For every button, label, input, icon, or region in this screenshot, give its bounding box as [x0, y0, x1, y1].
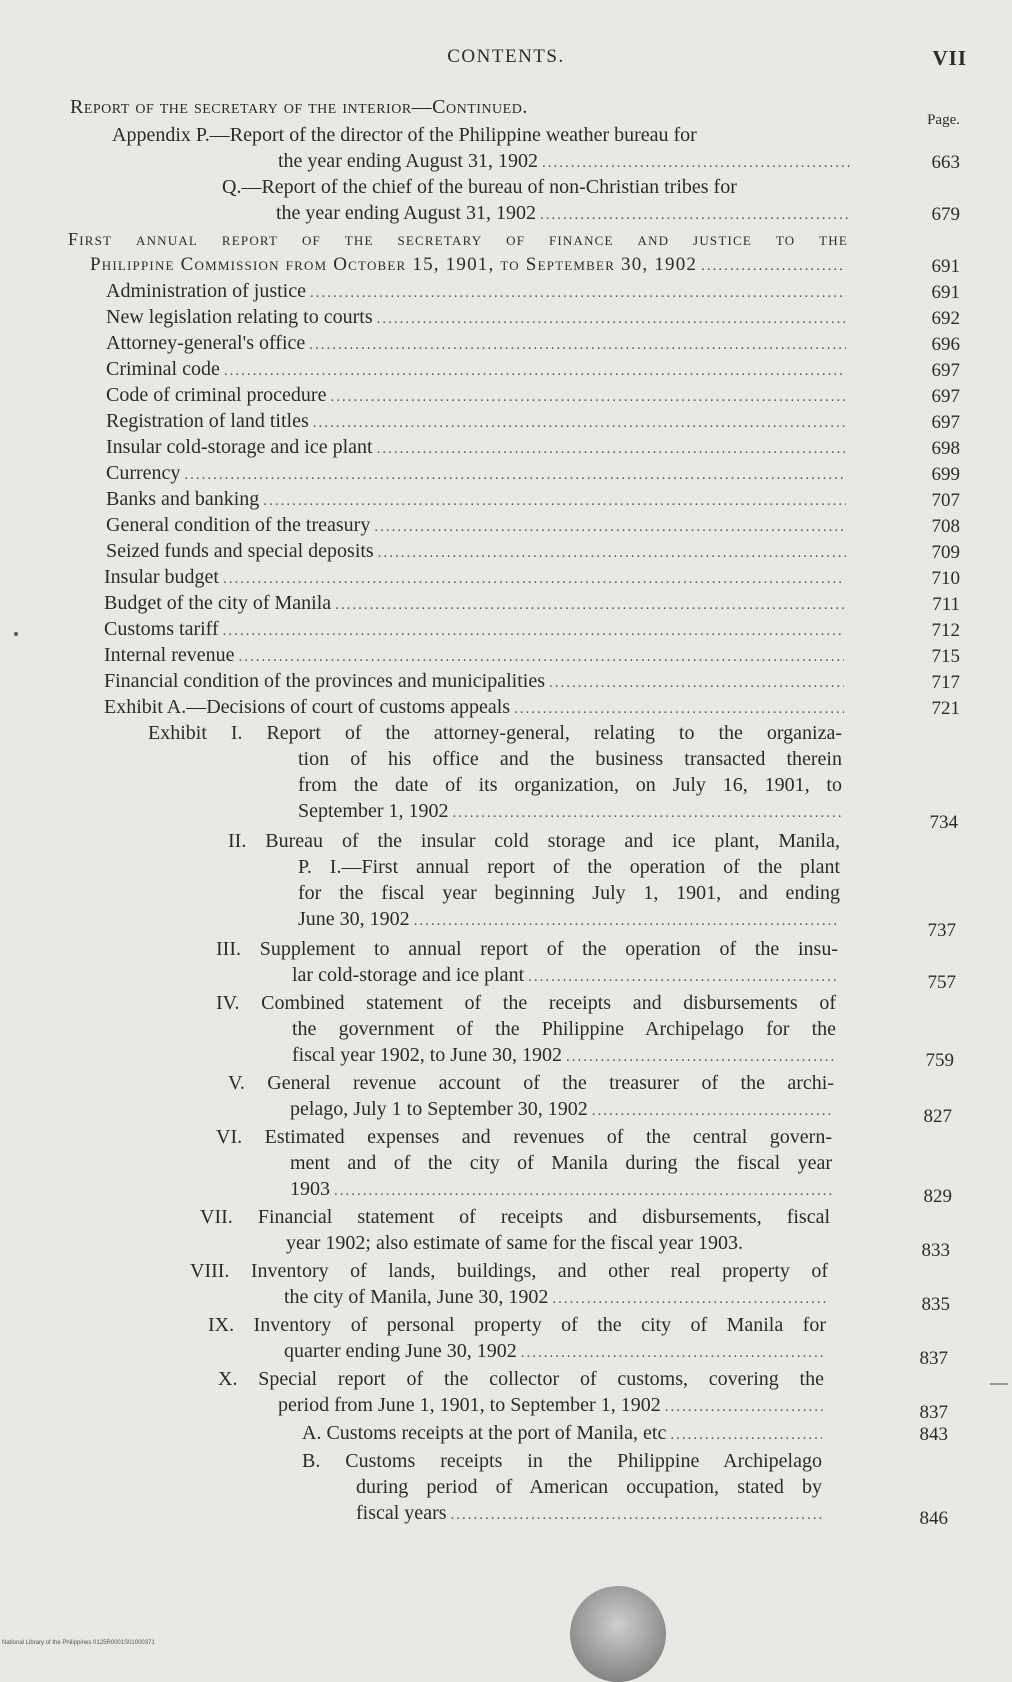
toc-entry: Banks and banking .....	[106, 486, 846, 512]
page-title: CONTENTS.	[447, 46, 565, 67]
page-number: 697	[931, 412, 960, 433]
toc-line: VI. Estimated expenses and revenues of the central govern-	[216, 1126, 832, 1148]
toc-line: Appendix P.—Report of the director of the Philippine weather bureau for	[112, 124, 697, 146]
page-column-label: Page.	[927, 112, 960, 128]
toc-entry: General condition of the treasury .....	[106, 512, 846, 538]
toc-line: the government of the Philippine Archipelago for the	[292, 1018, 836, 1040]
toc-line: ment and of the city of Manila during the fiscal year	[290, 1152, 832, 1174]
page-number: 707	[931, 490, 960, 511]
toc-entry: Currency .....	[106, 460, 846, 486]
page-number: 837	[919, 1402, 948, 1423]
toc-entry: quarter ending June 30, 1902 .....	[284, 1338, 826, 1364]
toc-line: B. Customs receipts in the Philippine Archipelago	[302, 1450, 822, 1472]
toc-entry: Internal revenue .....	[104, 642, 844, 668]
page-number: 757	[927, 972, 956, 993]
page-numeral: VII	[932, 46, 967, 70]
page-number: 721	[931, 698, 960, 719]
page-number: 717	[931, 672, 960, 693]
page-number: 835	[921, 1294, 950, 1315]
toc-entry: lar cold-storage and ice plant .....	[292, 962, 838, 988]
toc-line: IX. Inventory of personal property of the city of Manila for	[208, 1314, 826, 1336]
toc-entry: Philippine Commission from October 15, 1901, to September 30, 1902 .....	[90, 252, 846, 278]
toc-line: VII. Financial statement of receipts and disbursements, fiscal	[200, 1206, 830, 1228]
page-number: 711	[932, 594, 960, 615]
page-number: 692	[931, 308, 960, 329]
scan-footer: National Library of the Philippines 0125R0001S01000371	[2, 1640, 155, 1646]
page-number: 827	[923, 1106, 952, 1127]
toc-entry: New legislation relating to courts .....	[106, 304, 846, 330]
page-number: 663	[931, 152, 960, 173]
toc-line: II. Bureau of the insular cold storage and ice plant, Manila,	[228, 830, 840, 852]
toc-line: tion of his office and the business transacted therein	[298, 748, 842, 770]
page-number: 737	[927, 920, 956, 941]
toc-entry: the year ending August 31, 1902 .....	[276, 200, 848, 226]
toc-entry: period from June 1, 1901, to September 1, 1902 .....	[278, 1392, 824, 1418]
toc-entry: fiscal year 1902, to June 30, 1902 .....	[292, 1042, 836, 1068]
toc-line: III. Supplement to annual report of the operation of the insu-	[216, 938, 838, 960]
toc-entry: Customs tariff .....	[104, 616, 844, 642]
toc-line: from the date of its organization, on July 16, 1901, to	[298, 774, 842, 796]
page-number: 833	[921, 1240, 950, 1261]
toc-line: during period of American occupation, stated by	[356, 1476, 822, 1498]
toc-entry: June 30, 1902 .....	[298, 906, 840, 932]
page-number: 829	[923, 1186, 952, 1207]
toc-line: P. I.—First annual report of the operation of the plant	[298, 856, 840, 878]
page-number: 708	[931, 516, 960, 537]
toc-entry: Administration of justice .....	[106, 278, 846, 304]
toc-line: IV. Combined statement of the receipts and disbursements of	[216, 992, 836, 1014]
page-number: 699	[931, 464, 960, 485]
page-number: 691	[931, 256, 960, 277]
page-number: 709	[931, 542, 960, 563]
toc-entry: pelago, July 1 to September 30, 1902 .....	[290, 1096, 834, 1122]
toc-line: Exhibit I. Report of the attorney-general, relating to the organiza-	[148, 722, 842, 744]
toc-line: for the fiscal year beginning July 1, 1901, and ending	[298, 882, 840, 904]
page-number: 843	[919, 1424, 948, 1445]
toc-line: year 1902; also estimate of same for the fiscal year 1903.	[286, 1232, 744, 1254]
toc-entry: fiscal years .....	[356, 1500, 822, 1526]
page-number: 679	[931, 204, 960, 225]
toc-entry: Registration of land titles .....	[106, 408, 846, 434]
page-number: 691	[931, 282, 960, 303]
toc-line: X. Special report of the collector of customs, covering the	[218, 1368, 824, 1390]
toc-entry: Insular budget .....	[104, 564, 844, 590]
toc-entry: Financial condition of the provinces and municipalities .....	[104, 668, 844, 694]
section-heading: Report of the secretary of the interior—Continued.	[70, 96, 528, 118]
page-number: 710	[931, 568, 960, 589]
toc-entry: Attorney-general's office .....	[106, 330, 846, 356]
toc-entry: Seized funds and special deposits .....	[106, 538, 846, 564]
toc-heading: First annual report of the secretary of finance and justice to the	[68, 229, 848, 249]
toc-entry: Budget of the city of Manila .....	[104, 590, 844, 616]
toc-line: Q.—Report of the chief of the bureau of non-Christian tribes for	[222, 176, 737, 198]
page-number: 759	[925, 1050, 954, 1071]
page-header	[0, 46, 1012, 76]
toc-entry: Criminal code .....	[106, 356, 846, 382]
page-number: 697	[931, 360, 960, 381]
margin-tick	[990, 1383, 1008, 1385]
page-number: 837	[919, 1348, 948, 1369]
page-number: 715	[931, 646, 960, 667]
page-number: 712	[931, 620, 960, 641]
page-number: 696	[931, 334, 960, 355]
toc-entry: 1903 .....	[290, 1176, 832, 1202]
toc-entry: the year ending August 31, 1902 .....	[278, 148, 850, 174]
toc-entry: September 1, 1902 .....	[298, 798, 842, 824]
toc-entry: Code of criminal procedure .....	[106, 382, 846, 408]
toc-line: V. General revenue account of the treasurer of the archi-	[228, 1072, 834, 1094]
page-number: 734	[929, 812, 958, 833]
toc-entry: A. Customs receipts at the port of Manila, etc .....	[302, 1420, 822, 1446]
page-number: 697	[931, 386, 960, 407]
toc-line: VIII. Inventory of lands, buildings, and other real property of	[190, 1260, 828, 1282]
margin-mark	[14, 632, 18, 636]
toc-entry: Exhibit A.—Decisions of court of customs appeals .....	[104, 694, 844, 720]
toc-entry: the city of Manila, June 30, 1902 .....	[284, 1284, 828, 1310]
page-number: 846	[919, 1508, 948, 1529]
toc-entry: Insular cold-storage and ice plant .....	[106, 434, 846, 460]
library-stamp	[570, 1586, 666, 1682]
page-number: 698	[931, 438, 960, 459]
